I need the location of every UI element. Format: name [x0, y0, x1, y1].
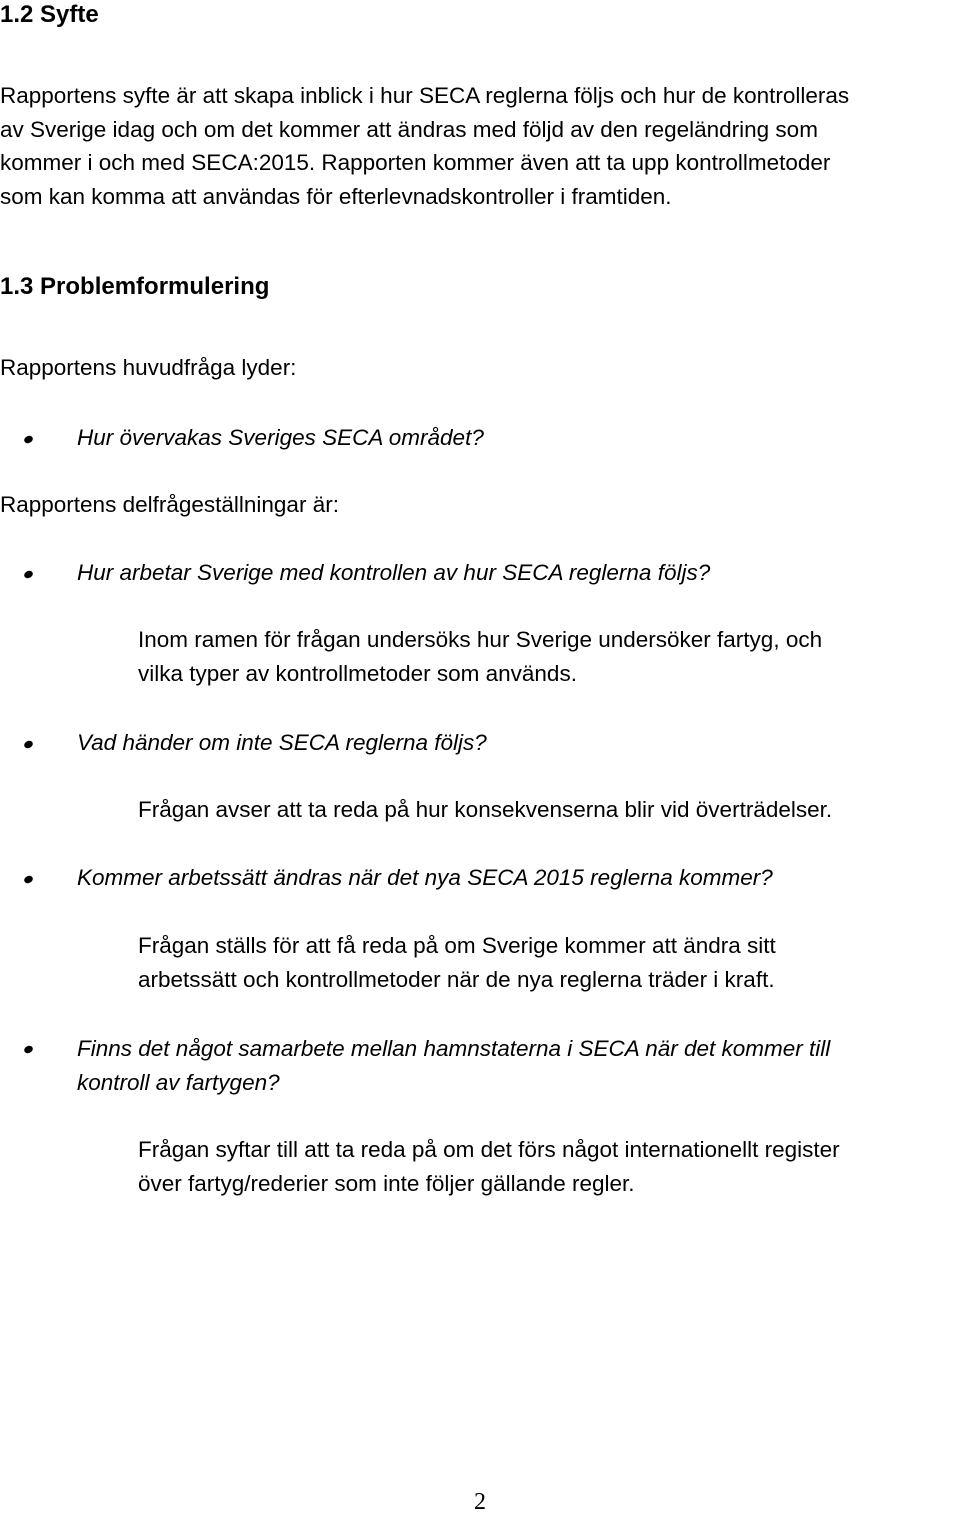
bullet-icon: [23, 569, 34, 579]
section-heading-syfte: 1.2 Syfte: [0, 1, 99, 28]
main-question: [77, 421, 484, 455]
question-line: kontroll av fartygen?: [77, 1069, 280, 1095]
syfte-paragraph-line: som kan komma att användas för efterlevnadskontroller i framtiden.: [0, 183, 672, 209]
explanation-line: Frågan avser att ta reda på hur konsekvenserna blir vid överträdelser.: [138, 797, 833, 822]
page-number: 2: [474, 1489, 486, 1515]
syfte-paragraph-line: av Sverige idag och om det kommer att ändras med följd av den regeländring som: [0, 116, 818, 142]
syfte-paragraph-line: Rapportens syfte är att skapa inblick i hur SECA reglerna följs och hur de kontrolleras: [0, 83, 850, 108]
main-question-intro: Rapportens huvudfråga lyder:: [0, 355, 297, 380]
explanation-line: vilka typer av kontrollmetoder som används.: [138, 660, 577, 686]
sub-question-explanation: [138, 1133, 840, 1200]
sub-question-explanation: [138, 929, 776, 996]
explanation-line: Inom ramen för frågan undersöks hur Sverige undersöker fartyg, och: [138, 627, 823, 652]
sub-question-explanation: [138, 793, 832, 827]
question-line: Finns det något samarbete mellan hamnstaterna i SECA när det kommer till: [77, 1036, 831, 1061]
question-line: Hur övervakas Sveriges SECA området?: [77, 425, 484, 450]
sub-question: [77, 726, 487, 760]
bullet-icon: [23, 434, 34, 444]
bullet-icon: [23, 1044, 34, 1054]
explanation-line: Frågan syftar till att ta reda på om det förs något internationellt register: [138, 1137, 840, 1162]
syfte-paragraph-line: kommer i och med SECA:2015. Rapporten kommer även att ta upp kontrollmetoder: [0, 150, 831, 175]
question-line: Hur arbetar Sverige med kontrollen av hur SECA reglerna följs?: [77, 560, 711, 585]
explanation-line: Frågan ställs för att få reda på om Sverige kommer att ändra sitt: [138, 933, 776, 958]
explanation-line: arbetssätt och kontrollmetoder när de nya reglerna träder i kraft.: [138, 966, 775, 992]
section-heading-problemformulering: 1.3 Problemformulering: [0, 273, 270, 300]
sub-question: [77, 861, 773, 895]
sub-question: [77, 1032, 830, 1099]
question-line: Kommer arbetssätt ändras när det nya SECA 2015 reglerna kommer?: [77, 865, 773, 890]
bullet-icon: [23, 874, 34, 884]
syfte-paragraph: [0, 79, 960, 213]
sub-questions-intro: Rapportens delfrågeställningar är:: [0, 492, 339, 517]
question-line: Vad händer om inte SECA reglerna följs?: [77, 730, 487, 755]
bullet-icon: [23, 739, 34, 749]
sub-question-explanation: [138, 623, 822, 690]
sub-question: [77, 556, 710, 590]
explanation-line: över fartyg/rederier som inte följer gällande regler.: [138, 1170, 635, 1196]
